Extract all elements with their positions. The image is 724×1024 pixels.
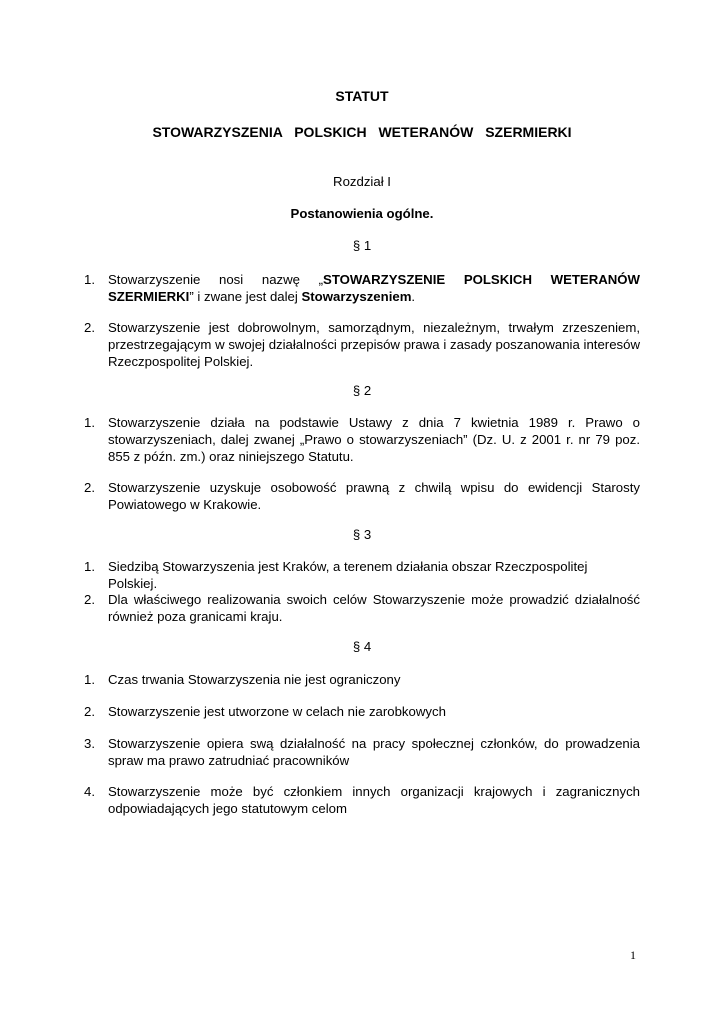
item-text: Siedzibą Stowarzyszenia jest Kraków, a terenem działania obszar Rzeczpospolitej Polskiej. bbox=[108, 559, 588, 591]
section-label: § 2 bbox=[352, 383, 372, 398]
item-number: 3. bbox=[84, 736, 95, 751]
chapter-label: Rozdział I bbox=[333, 174, 391, 189]
association-name: STOWARZYSZENIE POLSKICH WETERANÓW SZERMIERKI bbox=[108, 272, 640, 304]
document-title: STATUT bbox=[335, 88, 389, 104]
item-number: 2. bbox=[84, 704, 95, 719]
section-label: § 3 bbox=[352, 527, 372, 542]
paragraph-item bbox=[84, 671, 640, 688]
paragraph-item bbox=[84, 479, 640, 513]
item-text: Stowarzyszenie może być członkiem innych organizacji krajowych i zagranicznych odpowiadających jego statutowym celom bbox=[108, 784, 640, 816]
section-label: § 1 bbox=[352, 238, 372, 253]
paragraph-item bbox=[84, 703, 640, 720]
paragraph-item bbox=[84, 271, 640, 305]
item-number: 1. bbox=[84, 272, 95, 287]
section-label: § 4 bbox=[352, 639, 372, 654]
item-text: Dla właściwego realizowania swoich celów Stowarzyszenie może prowadzić działalność również poza granicami kraju. bbox=[108, 592, 640, 624]
paragraph-item bbox=[84, 591, 640, 625]
chapter-name: Postanowienia ogólne. bbox=[290, 206, 434, 221]
item-text: Stowarzyszenie opiera swą działalność na pracy społecznej członków, do prowadzenia spraw ma prawo zatrudniać pracowników bbox=[108, 736, 640, 768]
paragraph-item bbox=[84, 414, 640, 465]
item-text: Stowarzyszenie jest dobrowolnym, samorządnym, niezależnym, trwałym zrzeszeniem, przestrzegającym w swojej działalności przepisów prawa i zasady poszanowania interesów Rzeczpospolitej Polskiej. bbox=[108, 320, 640, 369]
paragraph-item bbox=[84, 783, 640, 817]
document-subtitle: STOWARZYSZENIA POLSKICH WETERANÓW SZERMIERKI bbox=[152, 124, 572, 140]
item-number: 1. bbox=[84, 559, 95, 574]
item-text: Stowarzyszenie uzyskuje osobowość prawną z chwilą wpisu do ewidencji Starosty Powiatowego w Krakowie. bbox=[108, 480, 640, 512]
item-text: Czas trwania Stowarzyszenia nie jest ograniczony bbox=[108, 672, 401, 687]
item-number: 4. bbox=[84, 784, 95, 799]
item-text: Stowarzyszenie działa na podstawie Ustawy z dnia 7 kwietnia 1989 r. Prawo o stowarzyszeniach, dalej zwanej „Prawo o stowarzyszeniach” (Dz. U. z 2001 r. nr 79 poz. 855 z późn. zm.) oraz niniejszego Statutu. bbox=[108, 415, 640, 464]
page-number: 1 bbox=[630, 948, 636, 962]
item-text: Stowarzyszenie nosi nazwę „STOWARZYSZENIE POLSKICH WETERANÓW SZERMIERKI” i zwane jest dalej Stowarzyszeniem. bbox=[108, 272, 640, 304]
paragraph-item bbox=[84, 558, 640, 592]
item-number: 1. bbox=[84, 672, 95, 687]
item-number: 2. bbox=[84, 592, 95, 607]
item-text: Stowarzyszenie jest utworzone w celach nie zarobkowych bbox=[108, 704, 446, 719]
paragraph-item bbox=[84, 319, 640, 370]
item-number: 1. bbox=[84, 415, 95, 430]
paragraph-item bbox=[84, 735, 640, 769]
item-number: 2. bbox=[84, 320, 95, 335]
association-short-name: Stowarzyszeniem bbox=[301, 289, 412, 304]
item-number: 2. bbox=[84, 480, 95, 495]
